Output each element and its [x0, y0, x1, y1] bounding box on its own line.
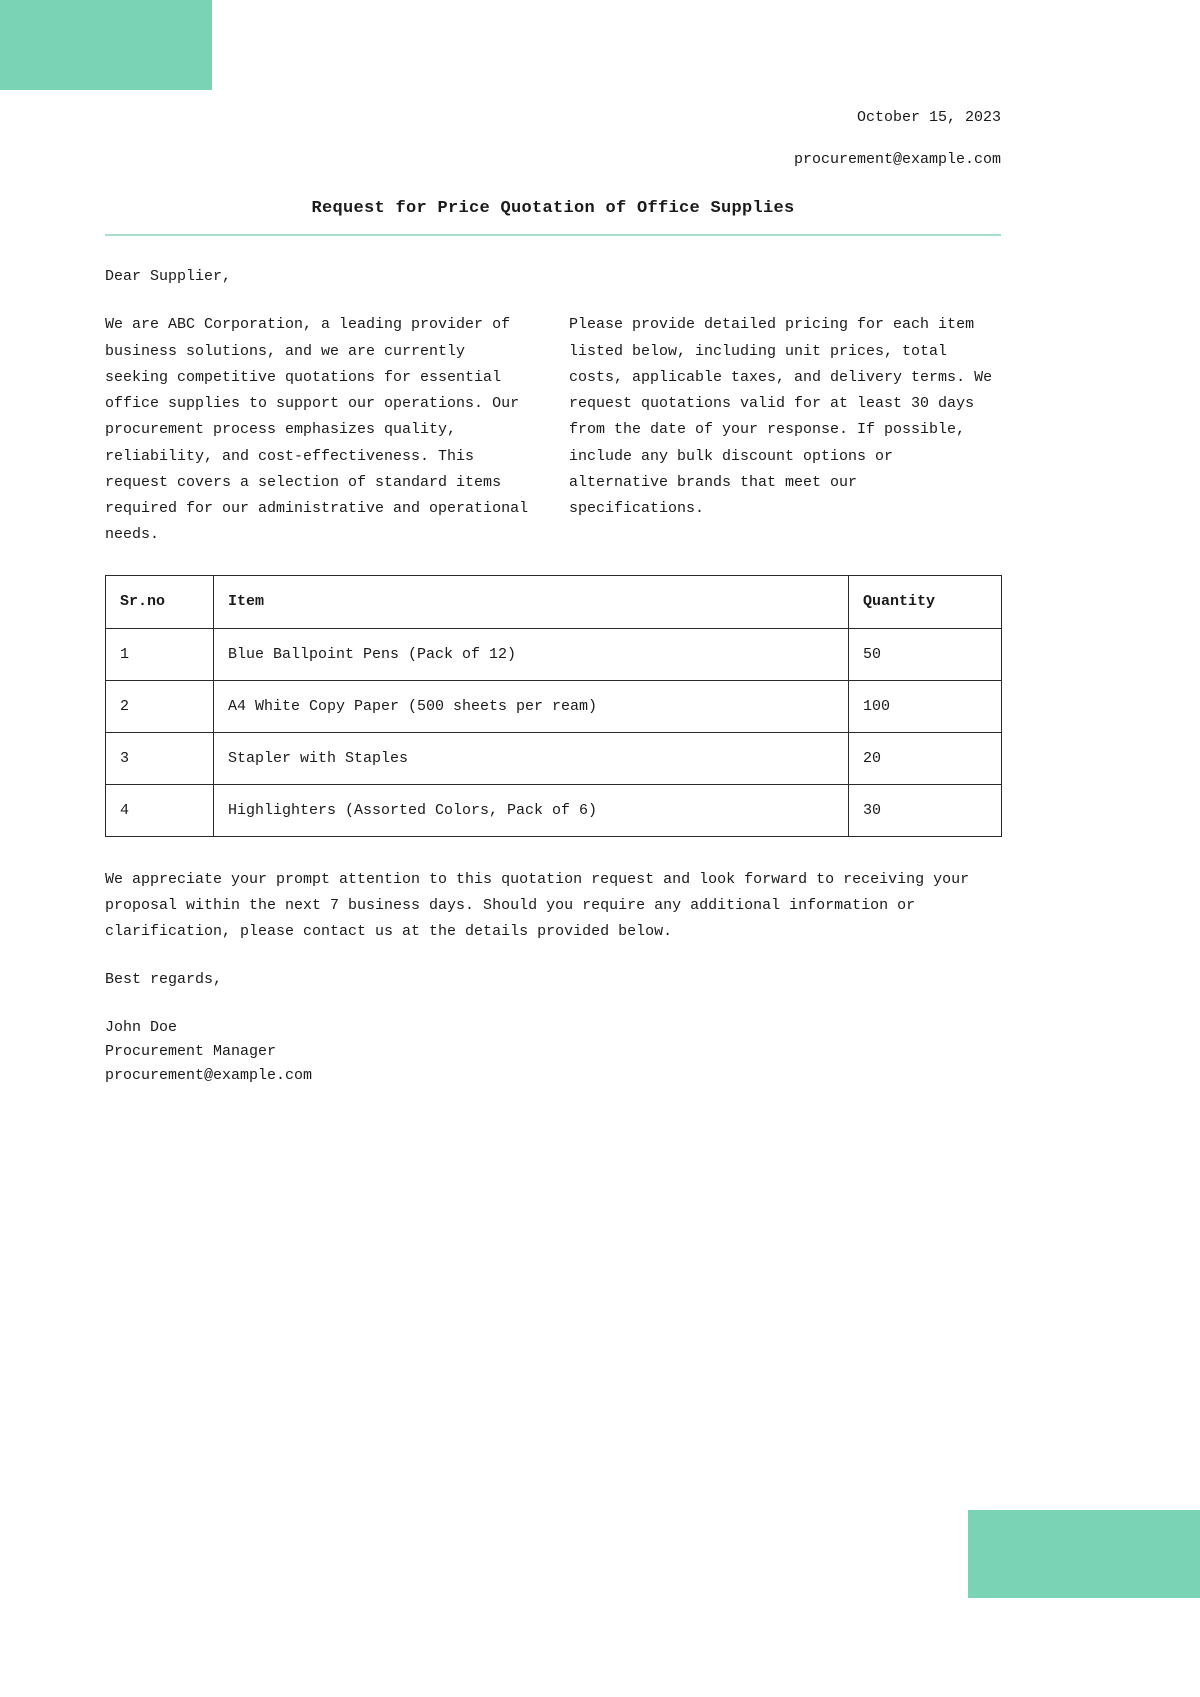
body-paragraph-left: We are ABC Corporation, a leading provider of business solutions, and we are currently seeking competitive quotations for essential office supplies to support our operations. Our procurement process emphasizes quality, reliability, and cost-effectiveness. This request covers a selection of standard items required for our administrative and operational needs. — [105, 316, 529, 544]
cell-item: Blue Ballpoint Pens (Pack of 12) — [214, 628, 849, 680]
signature-email: procurement@example.com — [105, 1066, 313, 1084]
cell-quantity: 20 — [849, 732, 1002, 784]
title-divider — [105, 234, 1001, 236]
cell-srno: 1 — [106, 628, 214, 680]
column-header-item: Item — [214, 575, 849, 628]
signature-block — [105, 1016, 1001, 1088]
table-row — [106, 680, 1002, 732]
cell-item: A4 White Copy Paper (500 sheets per ream) — [214, 680, 849, 732]
regards-line: Best regards, — [105, 971, 223, 989]
decorative-block-bottom-right — [968, 1510, 1200, 1598]
items-table-body — [106, 628, 1002, 836]
table-row — [106, 732, 1002, 784]
signature-role: Procurement Manager — [105, 1042, 277, 1060]
cell-quantity: 50 — [849, 628, 1002, 680]
body-paragraph-right: Please provide detailed pricing for each item listed below, including unit prices, total costs, applicable taxes, and delivery terms. We request quotations valid for at least 30 days from the date of your response. If possible, include any bulk discount options or alternative brands that meet our specifications. — [569, 316, 993, 517]
cell-item: Stapler with Staples — [214, 732, 849, 784]
page-title: Request for Price Quotation of Office Supplies — [311, 199, 795, 218]
table-header-row — [106, 575, 1002, 628]
items-table-head — [106, 575, 1002, 628]
two-column-body — [105, 312, 1001, 548]
header-contact-email: procurement@example.com — [793, 150, 1001, 168]
cell-item: Highlighters (Assorted Colors, Pack of 6) — [214, 784, 849, 836]
document-date: October 15, 2023 — [856, 109, 1001, 126]
closing-paragraph: We appreciate your prompt attention to this quotation request and look forward to receiving your proposal within the next 7 business days. Should you require any additional information or clarification, please contact us at the details provided below. — [105, 870, 970, 940]
table-row — [106, 628, 1002, 680]
column-header-quantity: Quantity — [849, 575, 1002, 628]
document-meta — [105, 110, 1001, 168]
table-row — [106, 784, 1002, 836]
cell-quantity: 30 — [849, 784, 1002, 836]
document-content — [105, 0, 1001, 1088]
cell-srno: 2 — [106, 680, 214, 732]
cell-quantity: 100 — [849, 680, 1002, 732]
cell-srno: 4 — [106, 784, 214, 836]
column-header-srno: Sr.no — [106, 575, 214, 628]
cell-srno: 3 — [106, 732, 214, 784]
items-table — [105, 575, 1002, 837]
signature-name: John Doe — [105, 1018, 178, 1036]
salutation: Dear Supplier, — [105, 268, 232, 285]
